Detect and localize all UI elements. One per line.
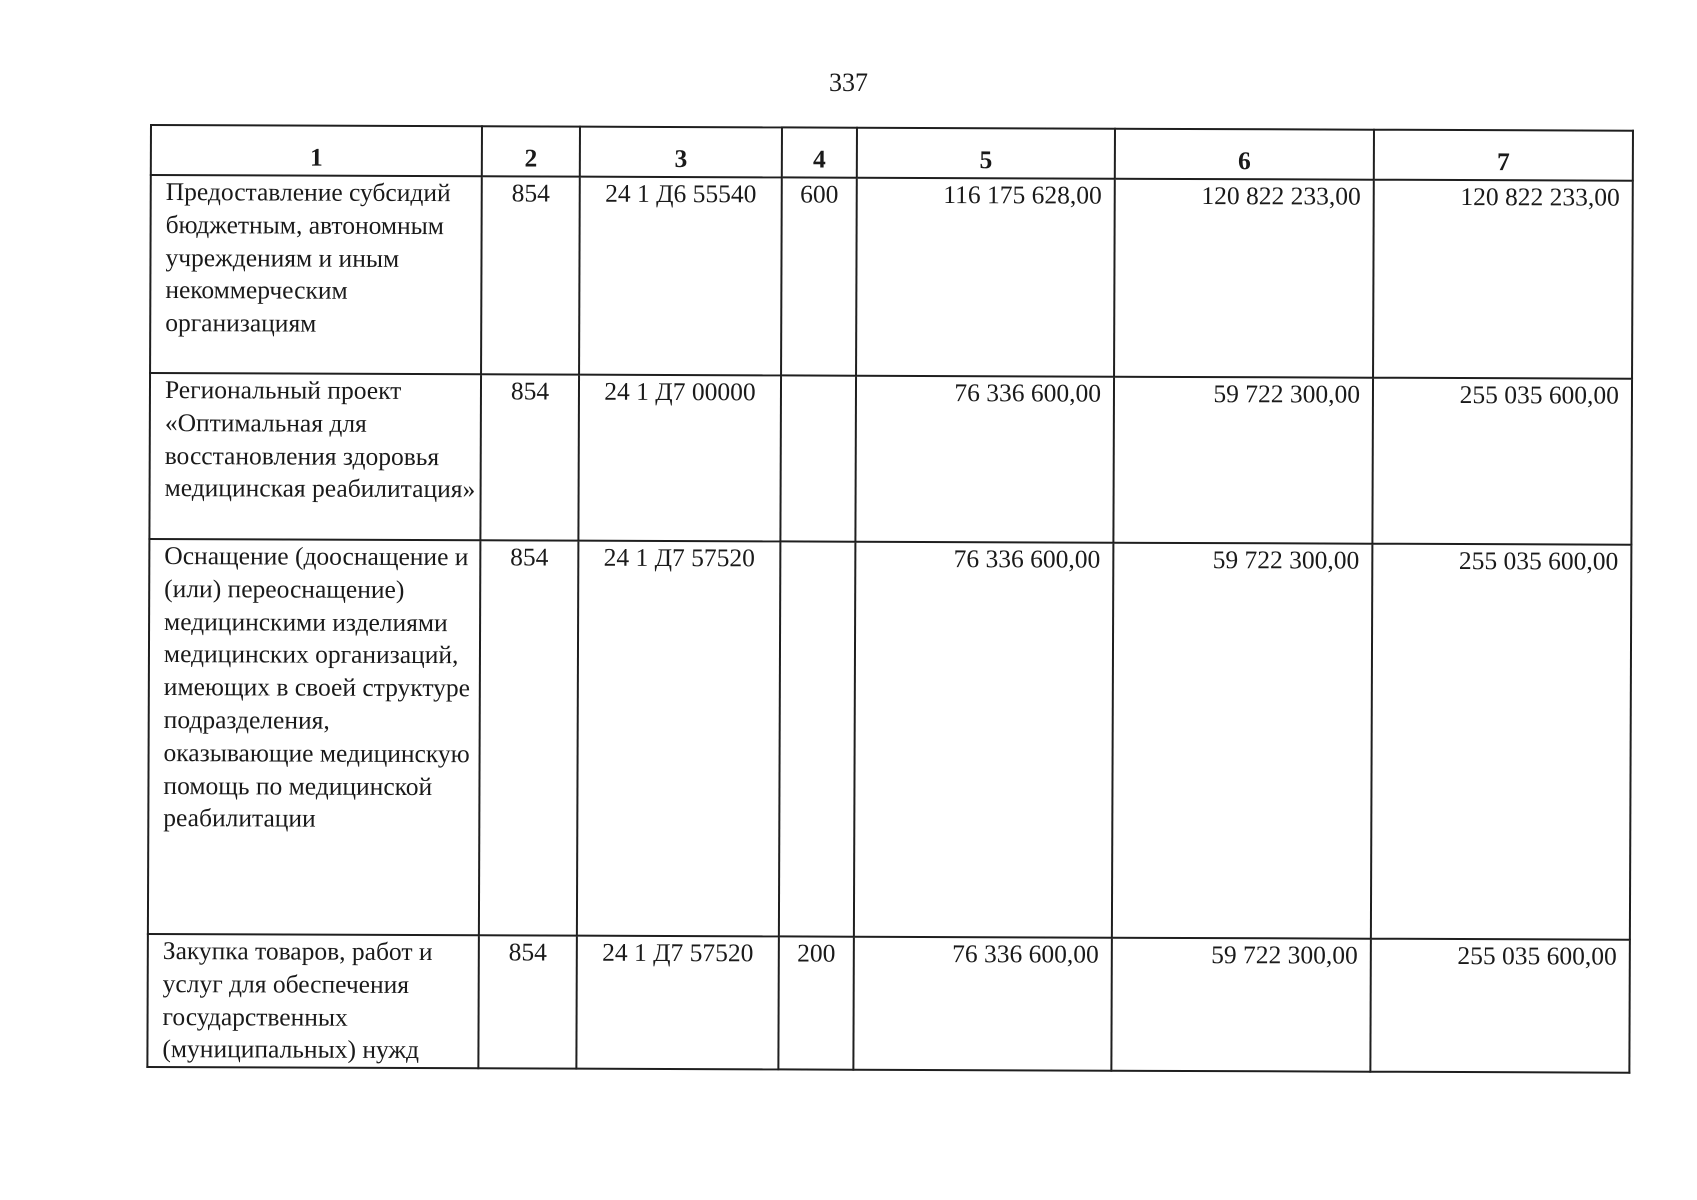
row-expense-type-cell: 200 <box>778 936 854 1069</box>
row-ministry-code-cell: 854 <box>480 374 579 540</box>
row-target-code-cell: 24 1 Д7 57520 <box>577 541 781 937</box>
column-header-7: 7 <box>1374 130 1633 181</box>
column-header-6: 6 <box>1115 129 1374 180</box>
row-expense-type-cell <box>779 541 856 936</box>
row-amount-col5-cell: 76 336 600,00 <box>855 376 1114 543</box>
row-amount-col7-cell: 120 822 233,00 <box>1373 180 1633 379</box>
row-amount-col5-cell: 76 336 600,00 <box>853 937 1112 1071</box>
row-target-code-cell: 24 1 Д7 00000 <box>578 375 781 542</box>
column-header-5: 5 <box>857 128 1115 179</box>
row-ministry-code-cell: 854 <box>481 176 580 374</box>
table-row <box>149 373 1632 545</box>
row-amount-col7-cell: 255 035 600,00 <box>1372 378 1632 545</box>
column-header-4: 4 <box>782 127 857 177</box>
row-amount-col5-cell: 116 175 628,00 <box>856 178 1115 377</box>
row-amount-col6-cell: 59 722 300,00 <box>1111 938 1371 1072</box>
row-target-code-cell: 24 1 Д7 57520 <box>576 936 779 1070</box>
row-amount-col5-cell: 76 336 600,00 <box>854 542 1114 938</box>
row-name-cell: Региональный проект «Оптимальная для восстановления здоровья медицинская реабилитация» <box>149 373 481 540</box>
row-amount-col6-cell: 59 722 300,00 <box>1113 377 1373 544</box>
row-ministry-code-cell: 854 <box>479 540 579 935</box>
row-name-cell: Предоставление субсидий бюджетным, автономным учреждениям и иным некоммерческим организациям <box>150 175 482 374</box>
row-expense-type-cell <box>780 375 856 541</box>
table-row <box>148 539 1632 940</box>
row-target-code-cell: 24 1 Д6 55540 <box>579 177 782 376</box>
page-number: 337 <box>829 68 868 97</box>
table-row <box>150 175 1633 379</box>
column-header-2: 2 <box>482 126 580 176</box>
row-amount-col7-cell: 255 035 600,00 <box>1371 544 1632 940</box>
column-header-3: 3 <box>580 127 782 178</box>
row-ministry-code-cell: 854 <box>478 935 577 1069</box>
row-expense-type-cell: 600 <box>781 177 857 375</box>
column-header-1: 1 <box>151 125 482 176</box>
row-name-cell: Оснащение (дооснащение и (или) переоснащение) медицинскими изделиями медицинских организаций, имеющих в своей структуре подразделения, оказывающие медицинскую помощь по медицинской реабилитации <box>148 539 481 935</box>
table-row <box>147 934 1630 1073</box>
row-amount-col7-cell: 255 035 600,00 <box>1370 939 1630 1073</box>
table-header-row <box>151 125 1633 181</box>
budget-table <box>146 124 1634 1074</box>
row-name-cell: Закупка товаров, работ и услуг для обеспечения государственных (муниципальных) нужд <box>147 934 479 1068</box>
row-amount-col6-cell: 120 822 233,00 <box>1114 179 1374 378</box>
row-amount-col6-cell: 59 722 300,00 <box>1112 543 1373 939</box>
